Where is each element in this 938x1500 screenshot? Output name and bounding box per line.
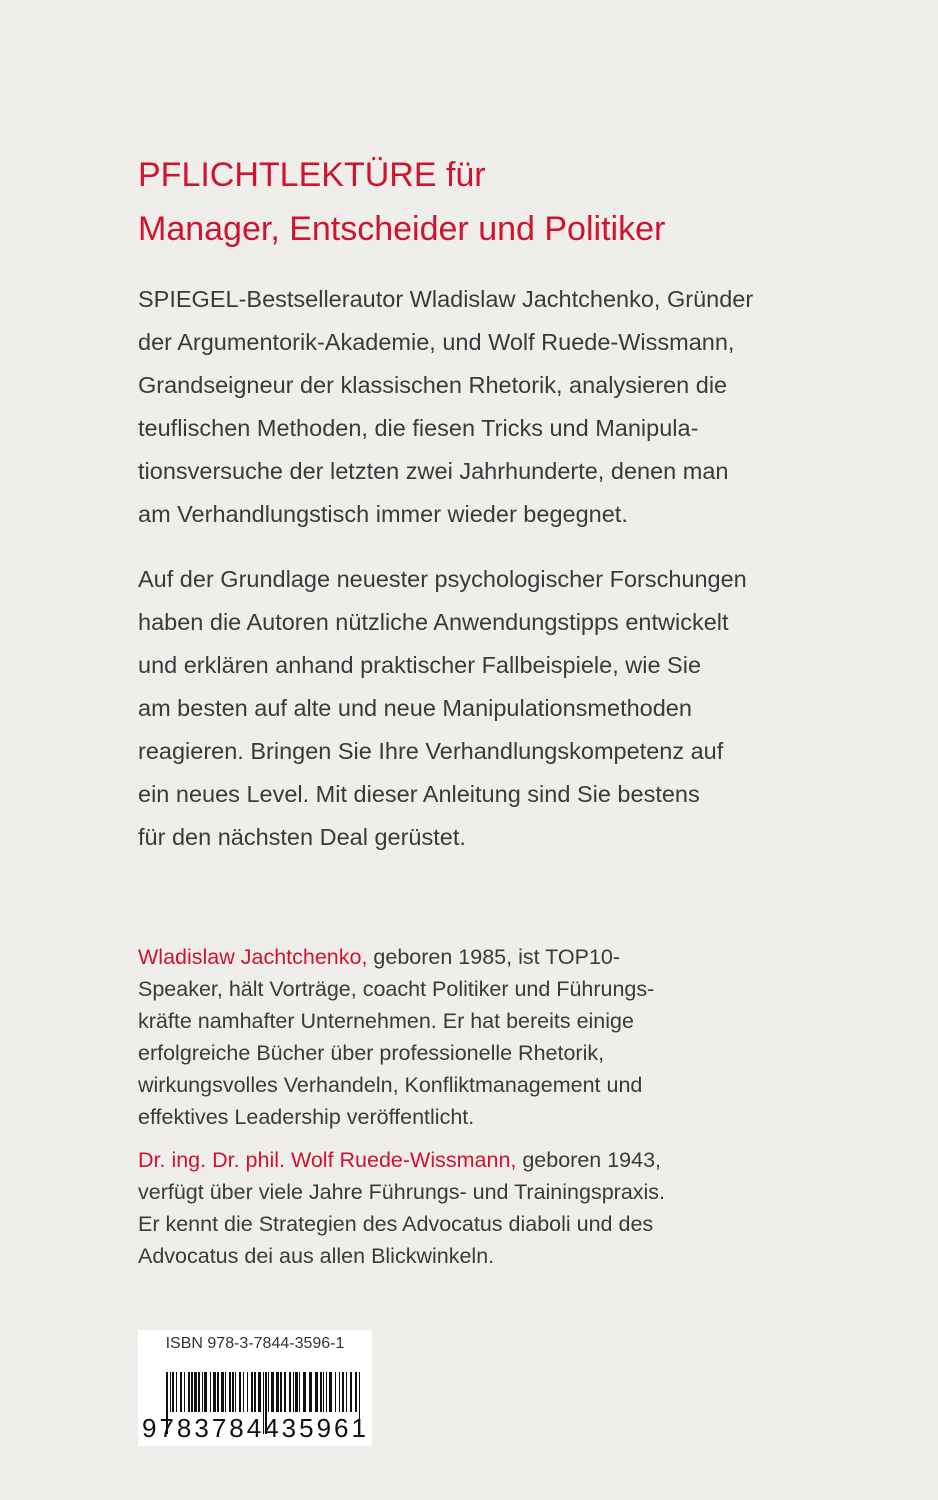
barcode-bar — [295, 1372, 298, 1412]
paragraph-2-line: reagieren. Bringen Sie Ihre Verhandlungskompetenz auf — [138, 738, 724, 764]
barcode-bar — [299, 1372, 300, 1412]
bio1-line: Speaker, hält Vorträge, coacht Politiker und Führungs- — [138, 977, 655, 1001]
barcode-digits: 9783784435961 — [142, 1413, 369, 1443]
barcode-bar — [210, 1372, 211, 1412]
barcode-bar — [217, 1372, 219, 1412]
barcode-bar — [350, 1372, 352, 1412]
barcode-bar — [194, 1372, 197, 1412]
barcode-bar — [232, 1372, 234, 1412]
barcode-bar — [188, 1372, 190, 1412]
barcode-bar — [221, 1372, 224, 1412]
bio-text: geboren 1985, ist TOP10- — [367, 945, 621, 969]
bio2-first-line — [138, 1148, 661, 1173]
barcode-bar — [258, 1372, 261, 1412]
bio2-line: Er kennt die Strategien des Advocatus diaboli und des — [138, 1212, 654, 1236]
paragraph-2-line: am besten auf alte und neue Manipulationsmethoden — [138, 695, 692, 721]
barcode-bar — [229, 1372, 231, 1412]
paragraph-2-line: für den nächsten Deal gerüstet. — [138, 824, 466, 850]
barcode-bar — [339, 1372, 340, 1412]
barcode-bar — [323, 1372, 324, 1412]
author-name: Wladislaw Jachtchenko, — [138, 945, 368, 969]
bio1-line: erfolgreiche Bücher über professionelle Rhetorik, — [138, 1041, 605, 1065]
barcode-bar — [268, 1372, 269, 1412]
barcode-bar — [293, 1372, 294, 1412]
barcode-bar — [198, 1372, 200, 1412]
bio2-line: Advocatus dei aus allen Blickwinkeln. — [138, 1244, 495, 1268]
barcode-bar — [271, 1372, 274, 1412]
barcode-bar — [202, 1372, 203, 1412]
bio1-line: kräfte namhafter Unternehmen. Er hat bereits einige — [138, 1009, 634, 1033]
barcode-bar — [289, 1372, 291, 1412]
paragraph-2-line: ein neues Level. Mit dieser Anleitung sind Sie bestens — [138, 781, 700, 807]
barcode-bar — [172, 1372, 174, 1412]
isbn-label: ISBN 978-3-7844-3596-1 — [165, 1335, 345, 1352]
barcode-bar — [225, 1372, 226, 1412]
barcode-bar — [342, 1372, 344, 1412]
bio2-line: verfügt über viele Jahre Führungs- und Trainingspraxis. — [138, 1180, 666, 1204]
barcode-bar — [247, 1372, 248, 1412]
isbn-barcode — [138, 1330, 372, 1446]
paragraph-2-line: Auf der Grundlage neuester psychologischer Forschungen — [138, 566, 747, 592]
paragraph-1-line: am Verhandlungstisch immer wieder begegnet. — [138, 501, 628, 527]
barcode-bar — [326, 1372, 327, 1412]
barcode-bar — [254, 1372, 256, 1412]
barcode-bar — [235, 1372, 236, 1412]
paragraph-2-line: haben die Autoren nützliche Anwendungstipps entwickelt — [138, 609, 729, 635]
headline-line-2: Manager, Entscheider und Politiker — [138, 210, 666, 248]
barcode-bar — [180, 1372, 182, 1412]
bio1-line: wirkungsvolles Verhandeln, Konfliktmanagement und — [138, 1073, 643, 1097]
barcode-bar — [204, 1372, 207, 1412]
paragraph-1-line: SPIEGEL-Bestsellerautor Wladislaw Jachtchenko, Gründer — [138, 286, 754, 312]
bio-text: geboren 1943, — [516, 1148, 662, 1172]
barcode-bar — [184, 1372, 185, 1412]
barcode-bar — [176, 1372, 177, 1412]
barcode-bar — [309, 1372, 312, 1412]
barcode-bar — [315, 1372, 318, 1412]
barcode-bar — [346, 1372, 347, 1412]
author-name: Dr. ing. Dr. phil. Wolf Ruede-Wissmann, — [138, 1148, 517, 1172]
paragraph-1-line: teuflischen Methoden, die fiesen Tricks und Manipula- — [138, 415, 699, 441]
barcode-bar — [355, 1372, 357, 1412]
barcode-bar — [329, 1372, 332, 1412]
barcode-bar — [239, 1372, 241, 1412]
barcode-bar — [251, 1372, 253, 1412]
barcode-bar — [335, 1372, 336, 1412]
barcode-bar — [170, 1372, 171, 1412]
bio1-line: effektives Leadership veröffentlicht. — [138, 1105, 475, 1129]
paragraph-2-line: und erklären anhand praktischer Fallbeispiele, wie Sie — [138, 652, 702, 678]
barcode-bar — [191, 1372, 193, 1412]
barcode-bar — [303, 1372, 306, 1412]
barcode-bar — [213, 1372, 216, 1412]
barcode-bar — [284, 1372, 286, 1412]
barcode-bar — [280, 1372, 282, 1412]
bio1-first-line — [138, 945, 620, 970]
paragraph-1-line: Grandseigneur der klassischen Rhetorik, analysieren die — [138, 372, 728, 398]
barcode-bar — [243, 1372, 244, 1412]
headline-line-1: PFLICHTLEKTÜRE für — [138, 156, 486, 194]
paragraph-1-line: tionsversuche der letzten zwei Jahrhunderte, denen man — [138, 458, 729, 484]
barcode-bar — [276, 1372, 279, 1412]
barcode-bar — [320, 1372, 322, 1412]
paragraph-1-line: der Argumentorik-Akademie, und Wolf Ruede-Wissmann, — [138, 329, 735, 355]
